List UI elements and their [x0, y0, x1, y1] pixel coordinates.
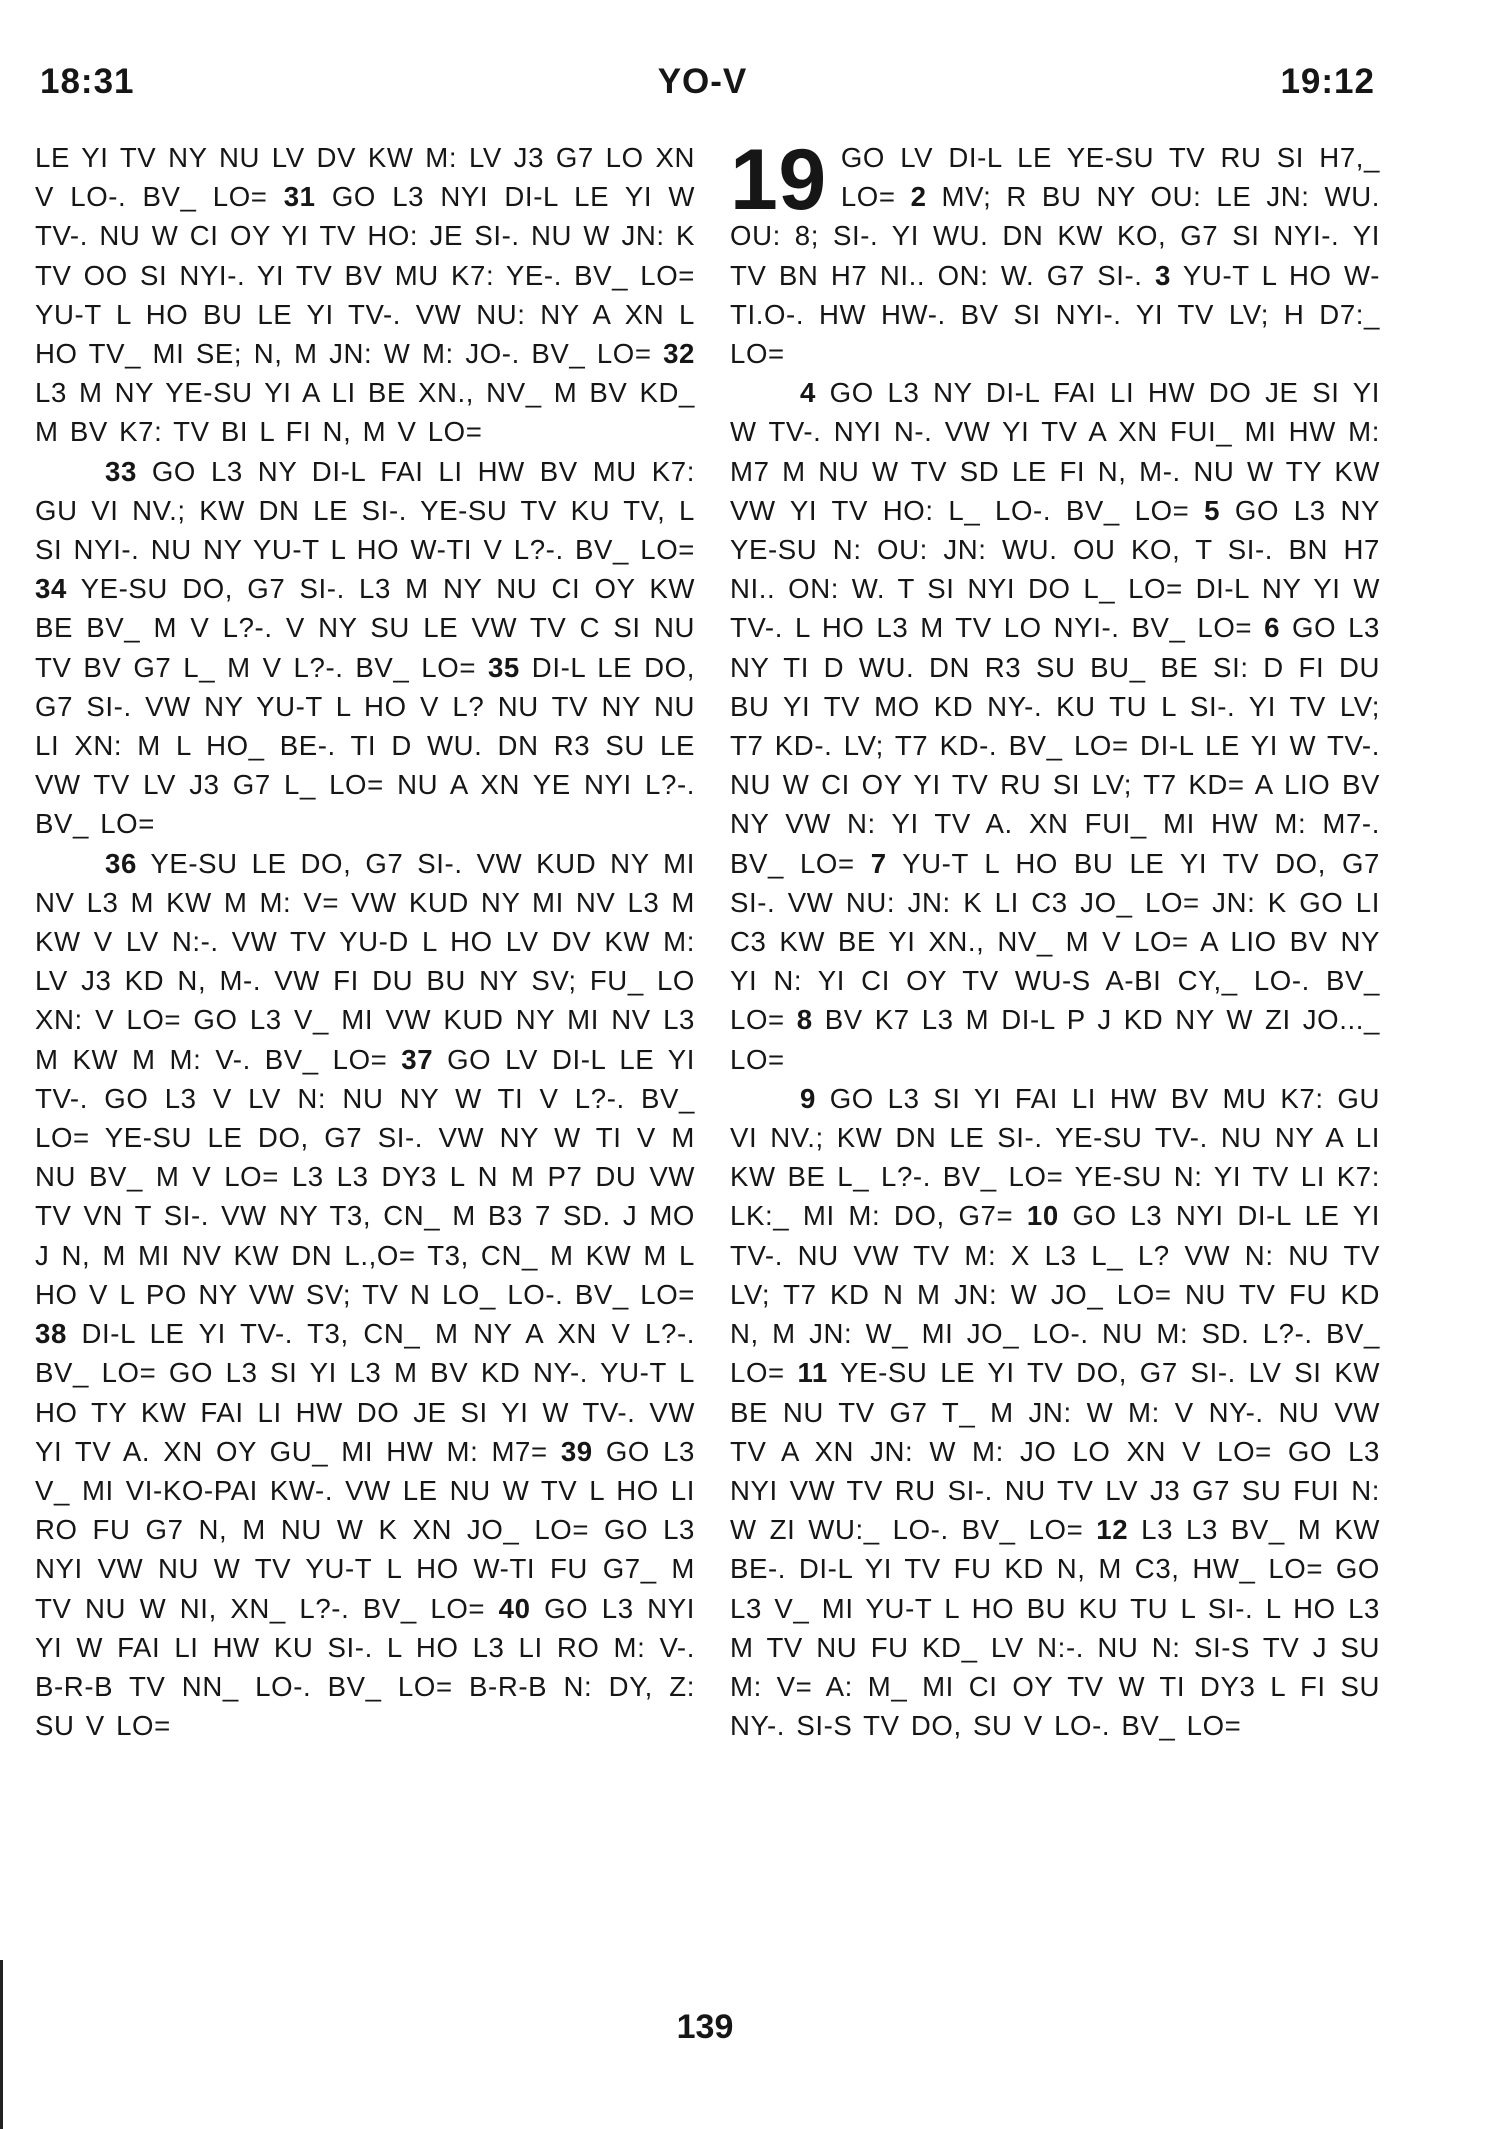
verse-number: 38	[35, 1318, 67, 1350]
verse-number: 31	[283, 181, 316, 213]
page-edge-line	[0, 1960, 3, 2129]
verse-number: 35	[487, 651, 520, 683]
verse-text: YE-SU DO, G7 SI-. L3 M NY NU CI OY KW BE BV_ M V L?-. V NY SU LE VW TV C SI NU TV BV G7 L_ M V L?-. BV_ LO=	[35, 573, 695, 683]
verse-number: 2	[910, 181, 927, 213]
verse-text: GO L3 NY TI D WU. DN R3 SU BU_ BE SI: D FI DU BU YI TV MO KD NY-. KU TU L SI-. YI TV LV; T7 KD-. LV; T7 KD-. BV_ LO= DI-L LE YI W TV-. NU W CI OY YI TV RU SI LV; T7 KD= A LIO BV NY VW N: YI TV A. XN FUI_ MI HW M: M7-. BV_ LO=	[730, 612, 1380, 879]
verse-text: GO L3 NYI DI-L LE YI W TV-. NU W CI OY YI TV HO: JE SI-. NU W JN: K TV OO SI NYI-. YI TV BV MU K7: YE-. BV_ LO= YU-T L HO BU LE YI TV-. VW NU: NY A XN L HO TV_ MI SE; N, M JN: W M: JO-. BV_ LO=	[35, 181, 695, 370]
verse-text: GO L3 V_ MI VI-KO-PAI KW-. VW LE NU W TV L HO LI RO FU G7 N, M NU W K XN JO_ LO= GO L3 NYI VW NU W TV YU-T L HO W-TI FU G7_ M TV NU W NI, XN_ L?-. BV_ LO=	[35, 1435, 695, 1624]
header-left-reference: 18:31	[40, 62, 135, 101]
verse-text: L3 M NY YE-SU YI A LI BE XN., NV_ M BV KD_ M BV K7: TV BI L FI N, M V LO=	[35, 377, 695, 448]
verse-number: 12	[1096, 1514, 1129, 1546]
verse-number: 11	[797, 1357, 828, 1389]
page-number: 139	[676, 2008, 734, 2046]
verse-number: 8	[796, 1004, 813, 1036]
right-text-column	[730, 132, 1381, 1745]
paragraph	[35, 138, 695, 452]
verse-text: DI-L LE DO, G7 SI-. VW NY YU-T L HO V L? NU TV NY NU LI XN: M L HO_ BE-. TI D WU. DN R3 SU LE VW TV LV J3 G7 L_ LO= NU A XN YE NYI L?-. BV_ LO=	[35, 651, 695, 840]
verse-number: 32	[663, 338, 695, 370]
verse-text: GO L3 NY YE-SU N: OU: JN: WU. OU KO, T SI-. BN H7 NI.. ON: W. T SI NYI DO L_ LO= DI-L NY YI W TV-. L HO L3 M TV LO NYI-. BV_ LO=	[730, 494, 1380, 644]
paragraph	[35, 844, 695, 1746]
verse-text: GO L3 SI YI FAI LI HW BV MU K7: GU VI NV.; KW DN LE SI-. YE-SU TV-. NU NY A LI KW BE L_ L?-. BV_ LO= YE-SU N: YI TV LI K7: LK:_ MI M: DO, G7=	[730, 1082, 1380, 1232]
verse-number: 9	[800, 1082, 816, 1114]
chapter-number: 19	[730, 132, 827, 228]
verse-text: L3 L3 BV_ M KW BE-. DI-L YI TV FU KD N, M C3, HW_ LO= GO L3 V_ MI YU-T L HO BU KU TU L SI-. L HO L3 M TV NU FU KD_ LV N:-. NU N: SI-S TV J SU M: V= A: M_ MI CI OY TV W TI DY3 L FI SU NY-. SI-S TV DO, SU V LO-. BV_ LO=	[730, 1514, 1381, 1742]
verse-text: GO L3 NYI DI-L LE YI TV-. NU VW TV M: X L3 L_ L? VW N: NU TV LV; T7 KD N M JN: W JO_ LO= NU TV FU KD N, M JN: W_ MI JO_ LO-. NU M: SD. L?-. BV_ LO=	[730, 1200, 1380, 1389]
verse-text: GO LV DI-L LE YE-SU TV RU SI H7,_ LO=	[840, 142, 1380, 213]
verse-number: 5	[1204, 494, 1221, 526]
header-right-reference: 19:12	[1280, 62, 1375, 101]
verse-number: 4	[800, 377, 816, 409]
verse-text: GO L3 NYI YI W FAI LI HW KU SI-. L HO L3 LI RO M: V-. B-R-B TV NN_ LO-. BV_ LO= B-R-B N: DY, Z: SU V LO=	[35, 1592, 695, 1742]
verse-text: MV; R BU NY OU: LE JN: WU. OU: 8; SI-. YI WU. DN KW KO, G7 SI NYI-. YI TV BN H7 NI.. ON: W. G7 SI-.	[730, 181, 1380, 291]
paragraph	[730, 1079, 1380, 1745]
paragraph	[730, 132, 1380, 373]
verse-text: GO L3 NY DI-L FAI LI HW BV MU K7: GU VI NV.; KW DN LE SI-. YE-SU TV KU TV, L SI NYI-. NU NY YU-T L HO W-TI V L?-. BV_ LO=	[35, 455, 695, 566]
verse-text: YE-SU LE YI TV DO, G7 SI-. LV SI KW BE NU TV G7 T_ M JN: W M: V NY-. NU VW TV A XN JN: W M: JO LO XN V LO= GO L3 NYI VW TV RU SI-. NU TV LV J3 G7 SU FUI N: W ZI WU:_ LO-. BV_ LO=	[730, 1357, 1380, 1546]
page-header	[30, 62, 1375, 122]
verse-text: GO LV DI-L LE YI TV-. GO L3 V LV N: NU NY W TI V L?-. BV_ LO= YE-SU LE DO, G7 SI-. VW NY W TI V M NU BV_ M V LO= L3 L3 DY3 L N M P7 DU VW TV VN T SI-. VW NY T3, CN_ M B3 7 SD. J MO J N, M MI NV KW DN L.,O= T3, CN_ M KW M L HO V L PO NY VW SV; TV N LO_ LO-. BV_ LO=	[35, 1043, 695, 1310]
verse-number: 36	[105, 847, 137, 879]
verse-number: 7	[870, 847, 887, 879]
verse-text: GO L3 NY DI-L FAI LI HW DO JE SI YI W TV-. NYI N-. VW YI TV A XN FUI_ MI HW M: M7 M NU W TV SD LE FI N, M-. NU W TY KW VW YI TV HO: L_ LO-. BV_ LO=	[730, 377, 1380, 526]
verse-number: 33	[105, 455, 137, 487]
paragraph	[730, 373, 1380, 1079]
verse-text: LE YI TV NY NU LV DV KW M: LV J3 G7 LO XN V LO-. BV_ LO=	[35, 142, 695, 213]
verse-number: 34	[35, 573, 67, 605]
verse-text: YU-T L HO BU LE YI TV DO, G7 SI-. VW NU: JN: K LI C3 JO_ LO= JN: K GO LI C3 KW BE YI XN., NV_ M V LO= A LIO BV NY YI N: YI CI OY TV WU-S A-BI CY,_ LO-. BV_ LO=	[730, 847, 1380, 1036]
left-text-column	[35, 138, 695, 1745]
verse-number: 10	[1026, 1200, 1059, 1232]
verse-number: 6	[1264, 612, 1281, 644]
verse-number: 3	[1155, 259, 1171, 291]
header-book-title: YO-V	[657, 62, 748, 101]
verse-number: 39	[560, 1435, 593, 1467]
verse-number: 37	[401, 1043, 434, 1075]
paragraph	[35, 452, 695, 844]
verse-text: BV K7 L3 M DI-L P J KD NY W ZI JO..._ LO=	[730, 1004, 1380, 1075]
verse-text: YU-T L HO W-TI.O-. HW HW-. BV SI NYI-. YI TV LV; H D7:_ LO=	[730, 259, 1380, 370]
verse-number: 40	[498, 1592, 531, 1624]
verse-text: DI-L LE YI TV-. T3, CN_ M NY A XN V L?-. BV_ LO= GO L3 SI YI L3 M BV KD NY-. YU-T L HO TY KW FAI LI HW DO JE SI YI W TV-. VW YI TV A. XN OY GU_ MI HW M: M7=	[35, 1318, 695, 1467]
verse-text: YE-SU LE DO, G7 SI-. VW KUD NY MI NV L3 M KW M M: V= VW KUD NY MI NV L3 M KW V LV N:-. VW TV YU-D L HO LV DV KW M: LV J3 KD N, M-. VW FI DU BU NY SV; FU_ LO XN: V LO= GO L3 V_ MI VW KUD NY MI NV L3 M KW M M: V-. BV_ LO=	[35, 847, 695, 1075]
